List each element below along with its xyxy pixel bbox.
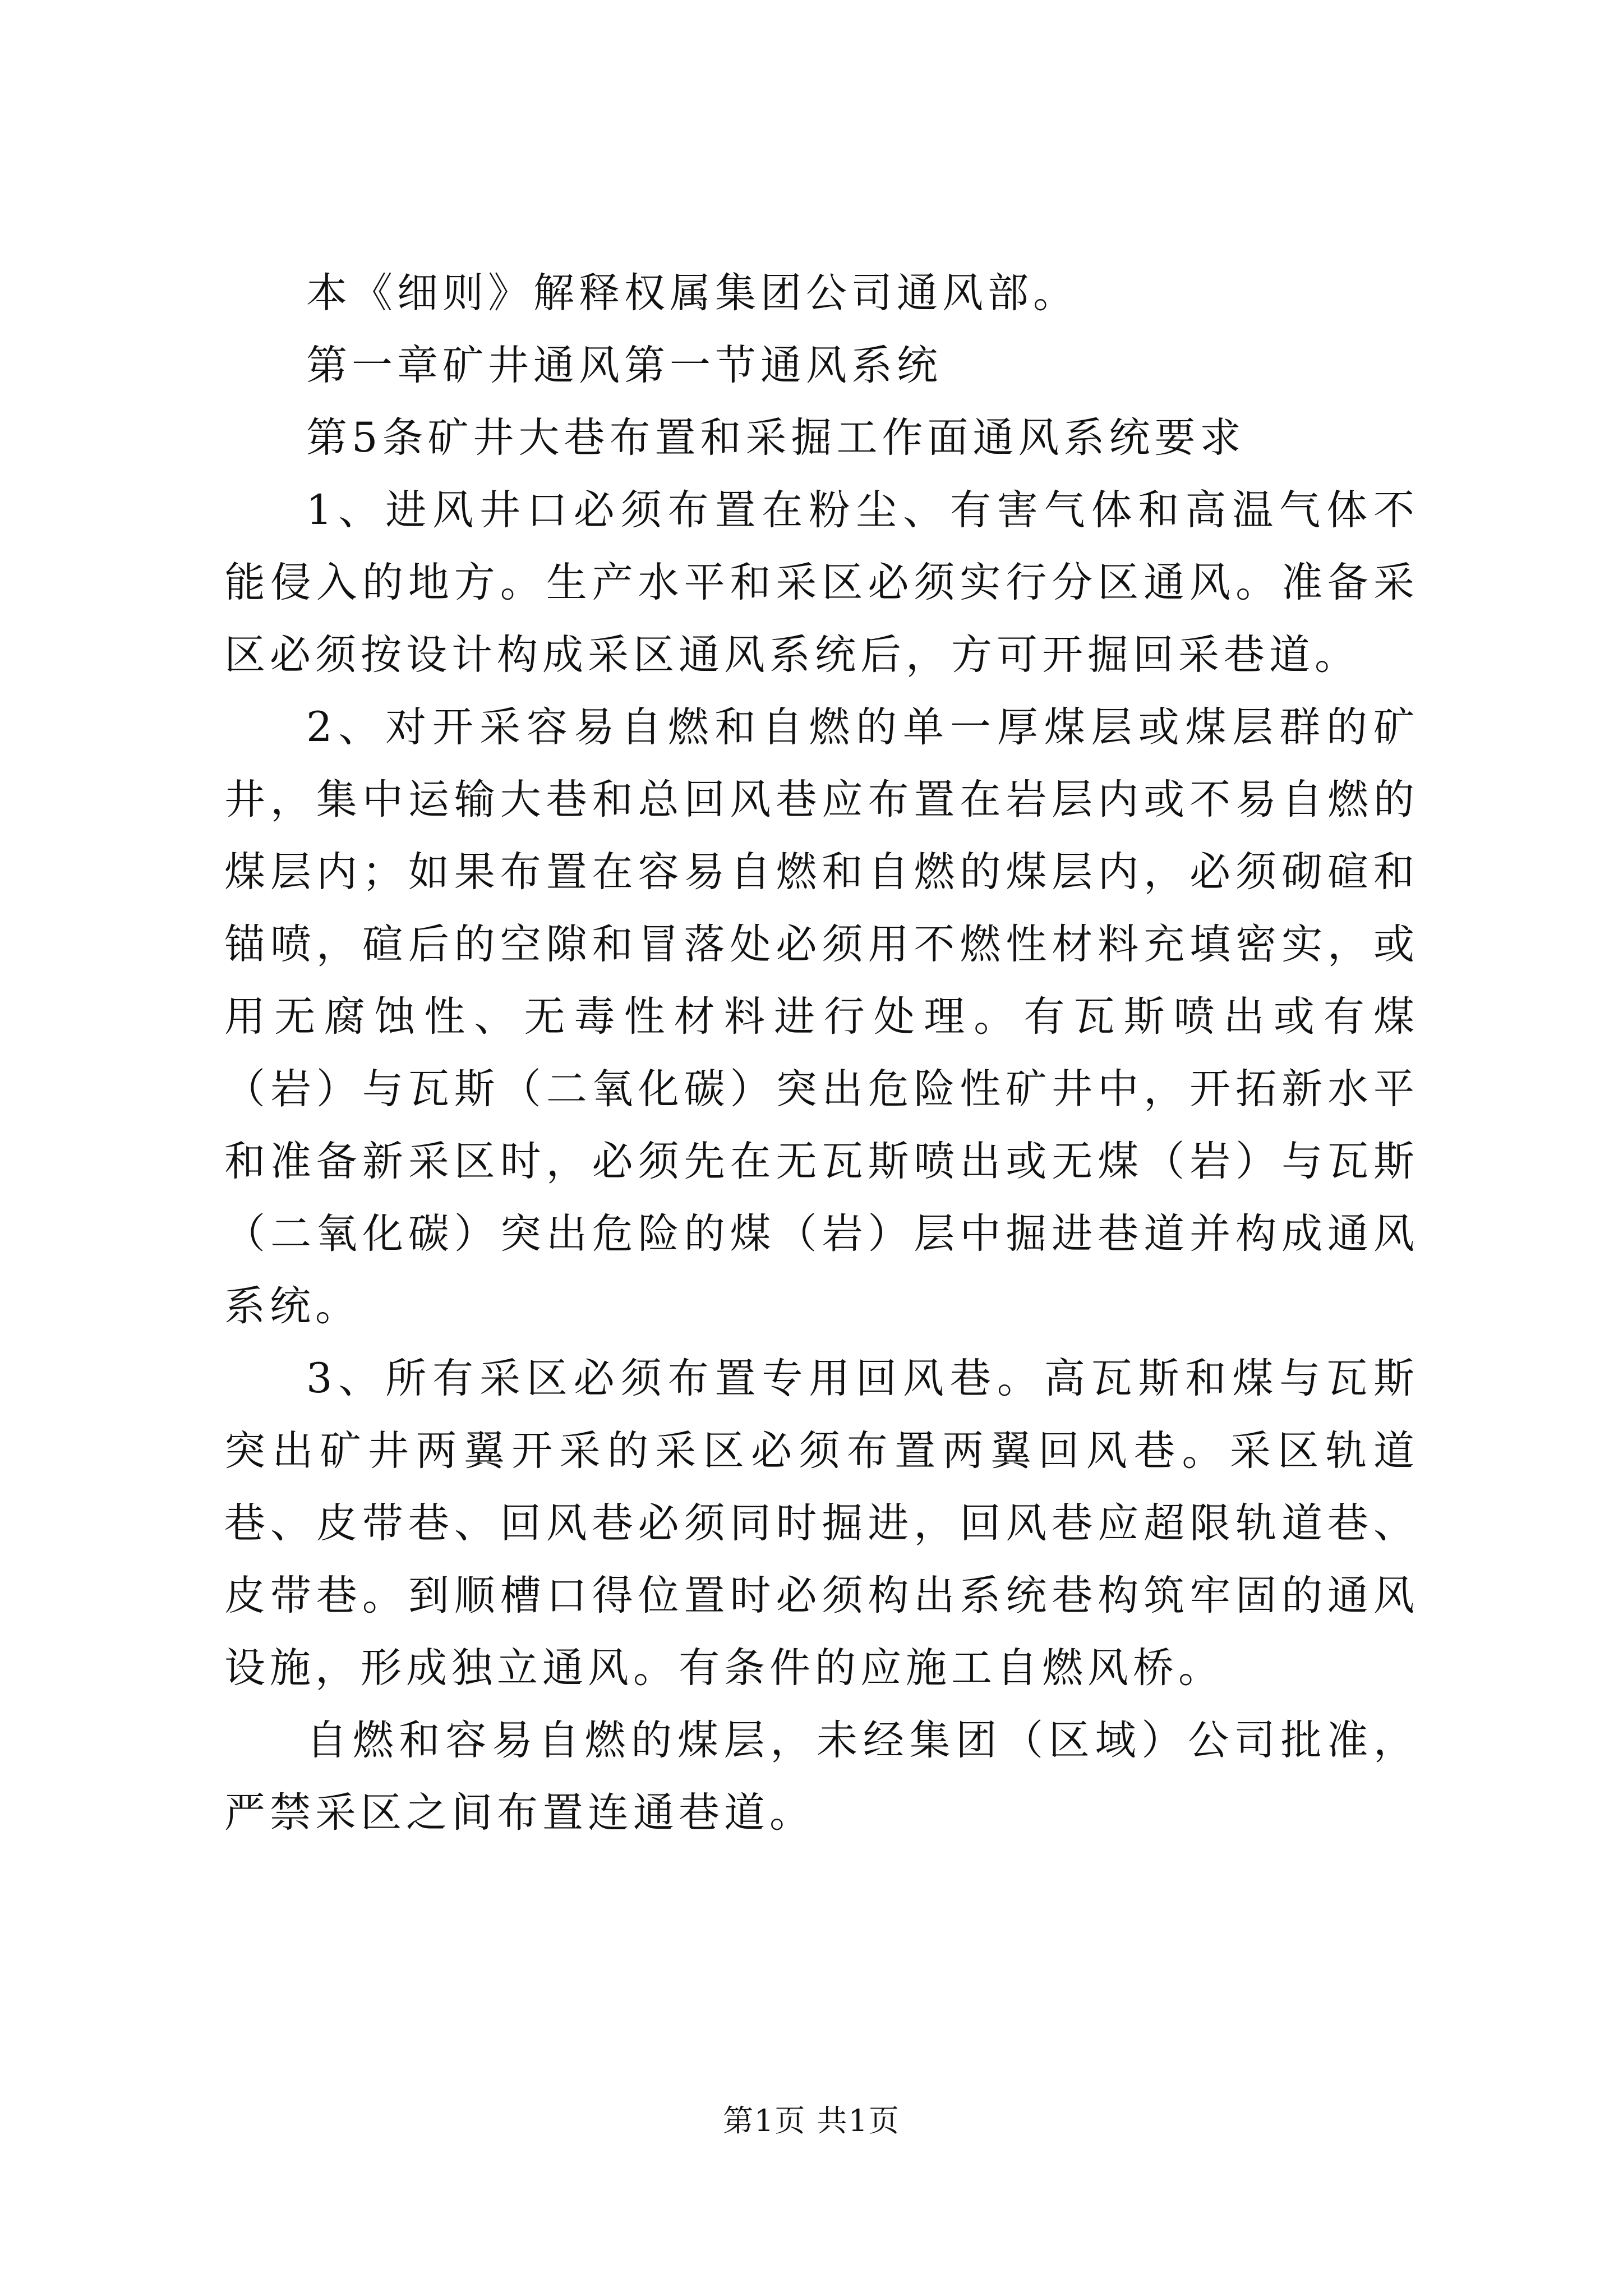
paragraph-item-1: 1、进风井口必须布置在粉尘、有害气体和高温气体不能侵入的地方。生产水平和采区必须实行分区通风。准备采区必须按设计构成采区通风系统后，方可开掘回采巷道。 <box>224 486 1419 679</box>
article-heading: 第5条矿井大巷布置和采掘工作面通风系统要求 <box>306 414 1246 462</box>
paragraph-interpretation-right: 本《细则》解释权属集团公司通风部。 <box>306 269 1078 317</box>
paragraph-item-3: 3、所有采区必须布置专用回风巷。高瓦斯和煤与瓦斯突出矿井两翼开采的采区必须布置两翼回风巷。采区轨道巷、皮带巷、回风巷必须同时掘进，回风巷应超限轨道巷、皮带巷。到顺槽口得位置时必须构出系统巷构筑牢固的通风设施，形成独立通风。有条件的应施工自燃风桥。 <box>224 1355 1419 1692</box>
page-footer: 第1页 共1页 <box>723 2103 900 2138</box>
paragraph-item-2: 2、对开采容易自燃和自燃的单一厚煤层或煤层群的矿井，集中运输大巷和总回风巷应布置在岩层内或不易自燃的煤层内；如果布置在容易自燃和自燃的煤层内，必须砌碹和锚喷，碹后的空隙和冒落处必须用不燃性材料充填密实，或用无腐蚀性、无毒性材料进行处理。有瓦斯喷出或有煤（岩）与瓦斯（二氧化碳）突出危险性矿井中，开拓新水平和准备新采区时，必须先在无瓦斯喷出或无煤（岩）与瓦斯（二氧化碳）突出危险的煤（岩）层中掘进巷道并构成通风系统。 <box>224 703 1419 1330</box>
document-body <box>224 257 1419 1849</box>
paragraph-closing: 自燃和容易自燃的煤层，未经集团（区域）公司批准，严禁采区之间布置连通巷道。 <box>224 1717 1419 1837</box>
chapter-heading: 第一章矿井通风第一节通风系统 <box>306 342 942 389</box>
